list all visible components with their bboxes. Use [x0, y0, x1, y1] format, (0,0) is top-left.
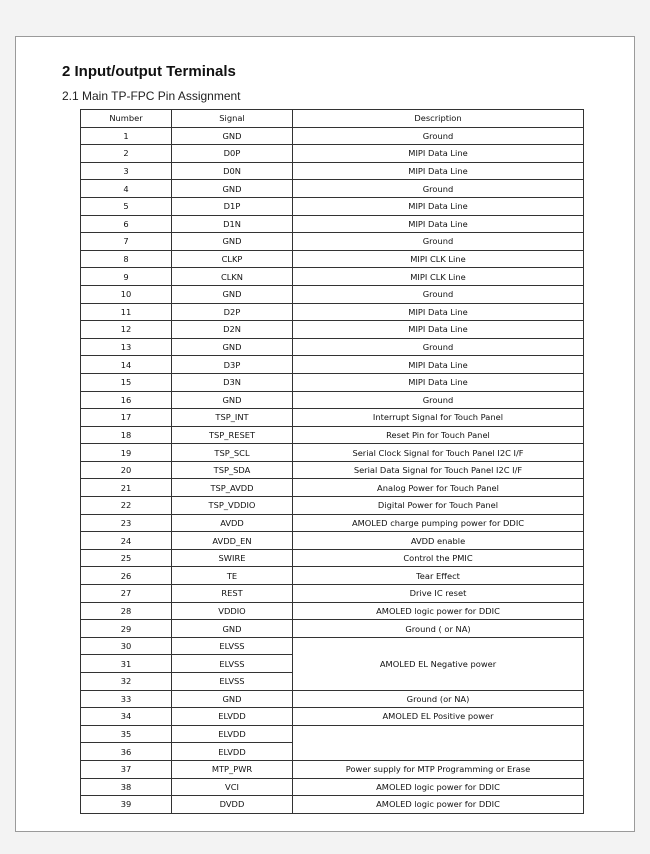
pin-number: 29	[81, 620, 172, 638]
table-row	[81, 233, 584, 251]
pin-signal: TSP_VDDIO	[172, 497, 293, 515]
pin-number: 13	[81, 338, 172, 356]
pin-number: 26	[81, 567, 172, 585]
table-row	[81, 145, 584, 163]
table-row	[81, 409, 584, 427]
pin-signal: ELVDD	[172, 708, 293, 726]
pin-signal: GND	[172, 127, 293, 145]
pin-description: Ground	[293, 338, 584, 356]
pin-number: 19	[81, 444, 172, 462]
pin-signal: TSP_SCL	[172, 444, 293, 462]
table-row	[81, 585, 584, 603]
pin-number: 28	[81, 602, 172, 620]
pin-signal: ELVSS	[172, 655, 293, 673]
table-row	[81, 549, 584, 567]
pin-signal: SWIRE	[172, 549, 293, 567]
table-row	[81, 637, 584, 655]
section-title: 2 Input/output Terminals	[62, 63, 236, 80]
pin-number: 18	[81, 426, 172, 444]
pin-description: AMOLED logic power for DDIC	[293, 796, 584, 814]
pin-number: 24	[81, 532, 172, 550]
pin-signal: AVDD	[172, 514, 293, 532]
table-row	[81, 444, 584, 462]
table-row	[81, 338, 584, 356]
pin-description: Serial Clock Signal for Touch Panel I2C I/F	[293, 444, 584, 462]
pin-number: 5	[81, 197, 172, 215]
pin-description: Interrupt Signal for Touch Panel	[293, 409, 584, 427]
table-row	[81, 778, 584, 796]
table-row	[81, 391, 584, 409]
pin-description: Ground	[293, 391, 584, 409]
pin-description: MIPI Data Line	[293, 373, 584, 391]
pin-description: MIPI CLK Line	[293, 250, 584, 268]
pin-signal: D3N	[172, 373, 293, 391]
pin-number: 21	[81, 479, 172, 497]
table-row	[81, 532, 584, 550]
pin-number: 27	[81, 585, 172, 603]
pin-signal: MTP_PWR	[172, 760, 293, 778]
pin-number: 25	[81, 549, 172, 567]
pin-signal: ELVDD	[172, 725, 293, 743]
pin-number: 36	[81, 743, 172, 761]
pin-description: MIPI Data Line	[293, 215, 584, 233]
pin-signal: GND	[172, 233, 293, 251]
pin-number: 1	[81, 127, 172, 145]
pin-number: 22	[81, 497, 172, 515]
table-row	[81, 285, 584, 303]
pin-signal: D1N	[172, 215, 293, 233]
pin-number: 31	[81, 655, 172, 673]
pin-number: 23	[81, 514, 172, 532]
pin-number: 8	[81, 250, 172, 268]
pin-signal: D2N	[172, 321, 293, 339]
pin-description: MIPI Data Line	[293, 321, 584, 339]
pin-signal: ELVSS	[172, 673, 293, 691]
pin-number: 16	[81, 391, 172, 409]
pin-number: 11	[81, 303, 172, 321]
pin-number: 4	[81, 180, 172, 198]
table-row	[81, 250, 584, 268]
pin-signal: CLKP	[172, 250, 293, 268]
pin-signal: GND	[172, 690, 293, 708]
table-row	[81, 602, 584, 620]
table-row	[81, 197, 584, 215]
pin-description: Digital Power for Touch Panel	[293, 497, 584, 515]
pin-number: 39	[81, 796, 172, 814]
pin-number: 32	[81, 673, 172, 691]
table-row	[81, 373, 584, 391]
pin-number: 20	[81, 461, 172, 479]
header-signal: Signal	[172, 110, 293, 128]
pin-description: Serial Data Signal for Touch Panel I2C I/F	[293, 461, 584, 479]
pin-description: MIPI CLK Line	[293, 268, 584, 286]
pin-number: 38	[81, 778, 172, 796]
pin-signal: GND	[172, 180, 293, 198]
pin-number: 35	[81, 725, 172, 743]
pin-signal: CLKN	[172, 268, 293, 286]
table-row	[81, 796, 584, 814]
pin-signal: ELVSS	[172, 637, 293, 655]
pin-signal: TSP_RESET	[172, 426, 293, 444]
pin-number: 30	[81, 637, 172, 655]
pin-number: 6	[81, 215, 172, 233]
pin-number: 15	[81, 373, 172, 391]
pin-description: AMOLED EL Negative power	[293, 637, 584, 690]
table-row	[81, 479, 584, 497]
pin-description: MIPI Data Line	[293, 162, 584, 180]
pin-number: 3	[81, 162, 172, 180]
table-row	[81, 725, 584, 743]
pin-signal: D2P	[172, 303, 293, 321]
pin-description: MIPI Data Line	[293, 197, 584, 215]
pin-signal: GND	[172, 620, 293, 638]
pin-description: AMOLED logic power for DDIC	[293, 602, 584, 620]
pin-description: MIPI Data Line	[293, 303, 584, 321]
subsection-title: 2.1 Main TP-FPC Pin Assignment	[62, 89, 241, 103]
table-row	[81, 514, 584, 532]
pin-signal: GND	[172, 285, 293, 303]
pin-signal: GND	[172, 338, 293, 356]
pin-signal: TSP_AVDD	[172, 479, 293, 497]
pin-number: 7	[81, 233, 172, 251]
pin-number: 2	[81, 145, 172, 163]
pin-description: Drive IC reset	[293, 585, 584, 603]
table-row	[81, 760, 584, 778]
pin-description: AMOLED EL Positive power	[293, 708, 584, 726]
pin-number: 34	[81, 708, 172, 726]
pin-signal: AVDD_EN	[172, 532, 293, 550]
table-row	[81, 461, 584, 479]
table-row	[81, 162, 584, 180]
pin-description: Ground	[293, 285, 584, 303]
header-number: Number	[81, 110, 172, 128]
header-description: Description	[293, 110, 584, 128]
table-row	[81, 215, 584, 233]
pin-description: Reset Pin for Touch Panel	[293, 426, 584, 444]
pin-signal: D0N	[172, 162, 293, 180]
table-body	[81, 127, 584, 813]
table-header-row	[81, 110, 584, 128]
table-row	[81, 426, 584, 444]
pin-description: Control the PMIC	[293, 549, 584, 567]
table-row	[81, 180, 584, 198]
pin-signal: TE	[172, 567, 293, 585]
table-row	[81, 567, 584, 585]
table-row	[81, 268, 584, 286]
pin-description: AMOLED logic power for DDIC	[293, 778, 584, 796]
pin-description: Ground	[293, 233, 584, 251]
pin-signal: D3P	[172, 356, 293, 374]
pin-number: 10	[81, 285, 172, 303]
pin-number: 14	[81, 356, 172, 374]
table-row	[81, 356, 584, 374]
pin-description: Ground (or NA)	[293, 690, 584, 708]
pin-signal: VCI	[172, 778, 293, 796]
pin-signal: DVDD	[172, 796, 293, 814]
pin-description: Power supply for MTP Programming or Erase	[293, 760, 584, 778]
pin-description	[293, 725, 584, 760]
table-row	[81, 303, 584, 321]
pin-signal: REST	[172, 585, 293, 603]
pin-number: 17	[81, 409, 172, 427]
pin-description: Ground	[293, 180, 584, 198]
pin-number: 37	[81, 760, 172, 778]
pin-signal: D1P	[172, 197, 293, 215]
table-row	[81, 127, 584, 145]
pin-signal: VDDIO	[172, 602, 293, 620]
table-row	[81, 690, 584, 708]
pin-number: 9	[81, 268, 172, 286]
pin-signal: GND	[172, 391, 293, 409]
pin-description: Analog Power for Touch Panel	[293, 479, 584, 497]
pin-description: Ground ( or NA)	[293, 620, 584, 638]
pin-signal: TSP_SDA	[172, 461, 293, 479]
pin-number: 12	[81, 321, 172, 339]
pin-description: Tear Effect	[293, 567, 584, 585]
pin-number: 33	[81, 690, 172, 708]
pin-description: MIPI Data Line	[293, 145, 584, 163]
pin-signal: D0P	[172, 145, 293, 163]
table-row	[81, 708, 584, 726]
pin-description: AMOLED charge pumping power for DDIC	[293, 514, 584, 532]
table-row	[81, 497, 584, 515]
pin-description: Ground	[293, 127, 584, 145]
table-row	[81, 321, 584, 339]
pin-signal: ELVDD	[172, 743, 293, 761]
pin-description: MIPI Data Line	[293, 356, 584, 374]
pin-signal: TSP_INT	[172, 409, 293, 427]
table-row	[81, 620, 584, 638]
pin-assignment-table	[80, 109, 584, 814]
pin-description: AVDD enable	[293, 532, 584, 550]
